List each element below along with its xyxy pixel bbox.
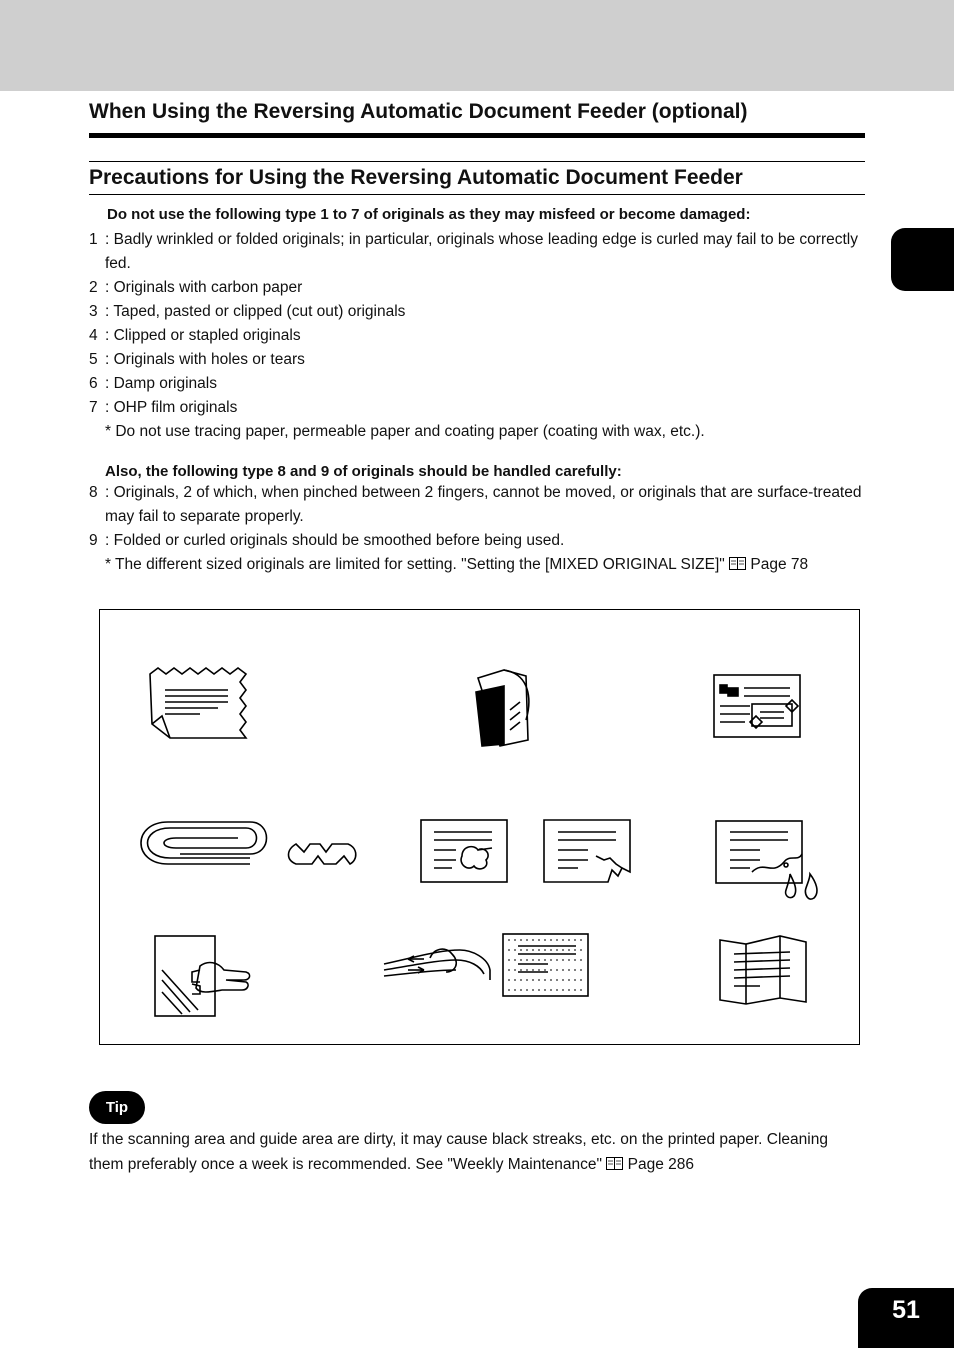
taped-original-icon <box>714 675 800 737</box>
note-mixed-size-text: * The different sized originals are limited for setting. "Setting the [MIXED ORIGINAL SIZE]" <box>105 556 725 573</box>
page-reference-link[interactable]: Page 286 <box>627 1156 695 1173</box>
item-text: : Taped, pasted or clipped (cut out) originals <box>105 303 406 320</box>
list-item <box>89 348 865 372</box>
subsection-title: Precautions for Using the Reversing Automatic Document Feeder <box>89 161 865 195</box>
list-item <box>89 396 865 420</box>
originals-illustration <box>99 609 860 1045</box>
item-text: : Badly wrinkled or folded originals; in particular, originals whose leading edge is curled may fail to be correctly fed. <box>105 231 858 272</box>
item-number: 9 <box>89 532 98 549</box>
list-item <box>89 276 865 300</box>
note-mixed-size <box>105 553 808 577</box>
wrinkled-original-icon <box>150 668 246 738</box>
book-icon <box>606 1157 623 1170</box>
pinch-originals-icon <box>384 934 588 996</box>
ohp-film-icon <box>155 936 250 1016</box>
list-item <box>89 481 865 529</box>
intro-warning: Do not use the following type 1 to 7 of originals as they may misfeed or become damaged: <box>107 206 751 223</box>
item-text: : OHP film originals <box>105 399 238 416</box>
item-number: 3 <box>89 303 98 320</box>
item-number: 8 <box>89 484 98 501</box>
tip-body: If the scanning area and guide area are dirty, it may cause black streaks, etc. on the printed paper. Cleaning them preferably once a week is recommended. See "Weekly Maintenance" <box>89 1131 828 1173</box>
damp-original-icon <box>716 821 817 899</box>
header-band <box>0 0 954 91</box>
item-text: : Originals with holes or tears <box>105 351 305 368</box>
chapter-tab <box>891 228 954 291</box>
page-number: 51 <box>858 1288 954 1348</box>
careful-heading: Also, the following type 8 and 9 of originals should be handled carefully: <box>105 463 622 480</box>
item-text: : Clipped or stapled originals <box>105 327 301 344</box>
item-number: 1 <box>89 231 98 248</box>
staple-icon <box>289 844 356 864</box>
note-tracing-paper: * Do not use tracing paper, permeable paper and coating paper (coating with wax, etc.). <box>105 423 705 440</box>
item-number: 4 <box>89 327 98 344</box>
list-item <box>89 529 865 553</box>
book-icon <box>729 557 746 570</box>
item-number: 5 <box>89 351 98 368</box>
item-number: 2 <box>89 279 98 296</box>
carbon-paper-icon <box>476 670 529 746</box>
page-reference-link[interactable]: Page 78 <box>750 556 809 573</box>
hole-original-icon <box>421 820 507 882</box>
tip-badge: Tip <box>89 1091 145 1124</box>
item-number: 7 <box>89 399 98 416</box>
torn-original-icon <box>544 820 630 882</box>
list-item <box>89 324 865 348</box>
list-item <box>89 300 865 324</box>
section-title: When Using the Reversing Automatic Document Feeder (optional) <box>89 99 865 138</box>
item-text: : Damp originals <box>105 375 217 392</box>
item-text: : Originals, 2 of which, when pinched between 2 fingers, cannot be moved, or originals that are surface-treated may fail to separate properly. <box>105 484 862 525</box>
item-number: 6 <box>89 375 98 392</box>
paper-clip-icon <box>141 822 267 864</box>
item-text: : Originals with carbon paper <box>105 279 303 296</box>
list-item <box>89 372 865 396</box>
tip-text <box>89 1127 865 1177</box>
item-text: : Folded or curled originals should be smoothed before being used. <box>105 532 565 549</box>
folded-original-icon <box>720 936 806 1004</box>
list-item <box>89 228 865 276</box>
